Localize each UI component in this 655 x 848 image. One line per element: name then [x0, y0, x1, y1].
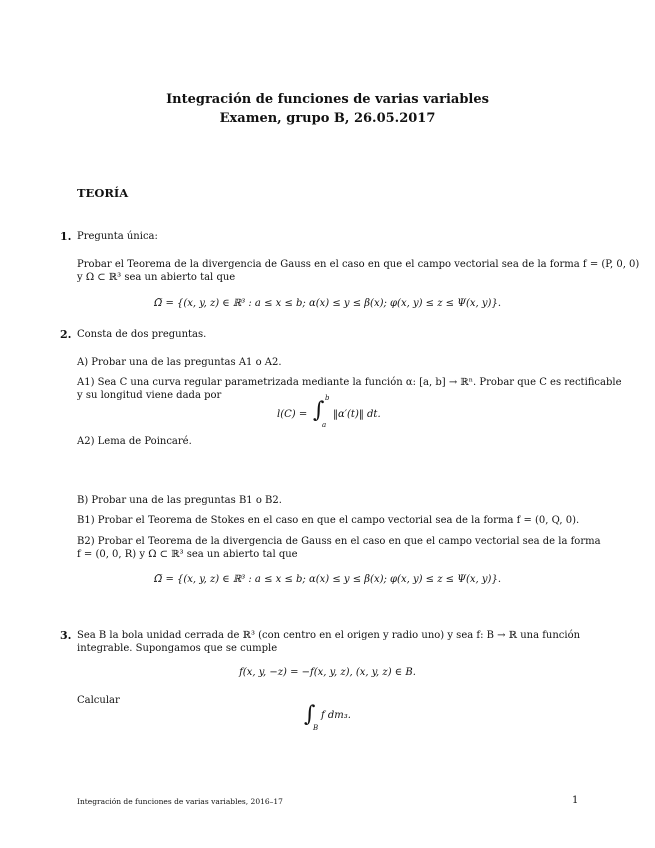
- a1-equation-lhs: l(C) =: [277, 409, 308, 420]
- question-2-a1-line1: A1) Sea C una curva regular parametrizada mediante la función α: [a, b] → ℝⁿ. Probar que C es rectificable: [77, 377, 622, 388]
- question-2-a1-line2: y su longitud viene dada por: [77, 390, 222, 401]
- a1-integral-upper: b: [325, 394, 330, 402]
- integral-body: f dm₃.: [321, 710, 351, 721]
- question-3-text-line2: integrable. Supongamos que se cumple: [77, 643, 278, 654]
- question-3-calc: Calcular: [77, 695, 120, 706]
- question-2-b2-line1: B2) Probar el Teorema de la divergencia de Gauss en el caso en que el campo vectorial sea de la forma: [77, 536, 601, 547]
- page-number: 1: [572, 795, 579, 806]
- question-2-b1: B1) Probar el Teorema de Stokes en el caso en que el campo vectorial sea de la forma f = (0, Q, 0).: [77, 515, 580, 526]
- a1-equation-rhs: ‖α′(t)‖ dt.: [333, 409, 381, 420]
- question-2-number: 2.: [60, 328, 72, 341]
- question-1-number: 1.: [60, 230, 72, 243]
- document-subtitle: Examen, grupo B, 26.05.2017: [219, 111, 436, 126]
- question-1-text-line2: y Ω ⊂ ℝ³ sea un abierto tal que: [77, 272, 236, 283]
- question-2-part-b: B) Probar una de las preguntas B1 o B2.: [77, 495, 282, 506]
- integral-sign: ∫: [304, 702, 316, 727]
- question-3-number: 3.: [60, 629, 72, 642]
- question-2-a2: A2) Lema de Poincaré.: [77, 436, 192, 447]
- question-1-equation: Ω̅ = {(x, y, z) ∈ ℝ³ : a ≤ x ≤ b; α(x) ≤ y ≤ β(x); φ(x, y) ≤ z ≤ Ψ(x, y)}.: [153, 298, 501, 309]
- question-2-b2-line2: f = (0, 0, R) y Ω ⊂ ℝ³ sea un abierto tal que: [77, 549, 298, 560]
- question-1-text-line1: Probar el Teorema de la divergencia de Gauss en el caso en que el campo vectorial sea de la forma f = (P, 0, 0): [77, 259, 640, 270]
- question-1-heading: Pregunta única:: [77, 231, 158, 242]
- question-2-heading: Consta de dos preguntas.: [77, 329, 207, 340]
- a1-integral-lower: a: [322, 421, 327, 429]
- question-2-part-a: A) Probar una de las preguntas A1 o A2.: [77, 357, 282, 368]
- question-2-a1-equation: [277, 396, 387, 432]
- question-3-integral: [304, 700, 374, 736]
- question-3-text-line1: Sea B la bola unidad cerrada de ℝ³ (con centro en el origen y radio uno) y sea f: B → ℝ una función: [77, 630, 581, 641]
- question-3-equation: f(x, y, −z) = −f(x, y, z), (x, y, z) ∈ B.: [239, 667, 416, 678]
- footer-text: Integración de funciones de varias variables, 2016–17: [77, 797, 283, 806]
- question-2-b2-equation: Ω̅ = {(x, y, z) ∈ ℝ³ : a ≤ x ≤ b; α(x) ≤ y ≤ β(x); φ(x, y) ≤ z ≤ Ψ(x, y)}.: [153, 574, 501, 585]
- section-heading: TEORÍA: [77, 186, 129, 200]
- integral-subscript: B: [313, 724, 319, 732]
- document-title: Integración de funciones de varias variables: [166, 92, 489, 107]
- integral-sign: ∫: [313, 398, 325, 423]
